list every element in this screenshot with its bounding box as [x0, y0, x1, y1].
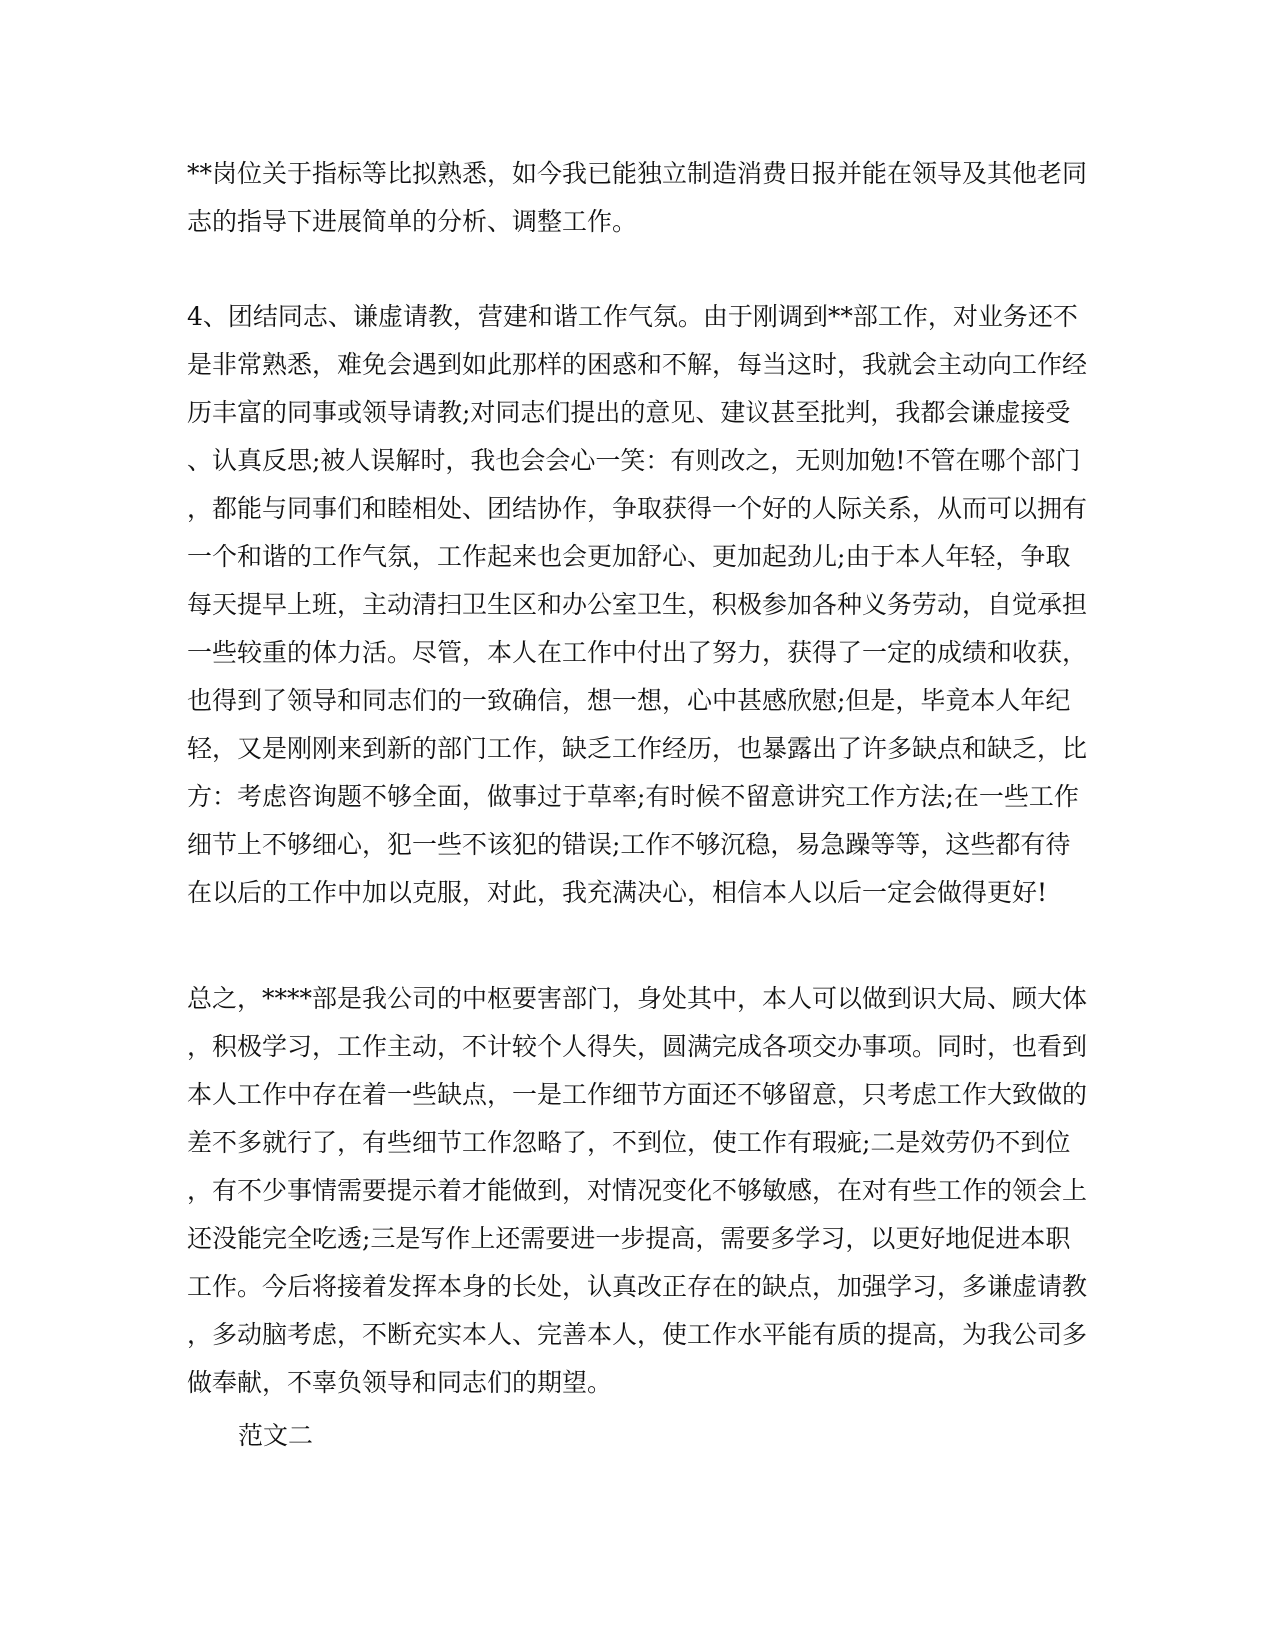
- text-line: 一些较重的体力活。尽管，本人在工作中付出了努力，获得了一定的成绩和收获，: [187, 638, 1087, 667]
- text-line: ，有不少事情需要提示着才能做到，对情况变化不够敏感，在对有些工作的领会上: [187, 1176, 1087, 1205]
- paragraph-summary: [187, 975, 1087, 1407]
- text-line: 4、团结同志、谦虚请教，营建和谐工作气氛。由于刚调到**部工作，对业务还不: [187, 302, 1078, 331]
- text-line: 工作。今后将接着发挥本身的长处，认真改正存在的缺点，加强学习，多谦虚请教: [187, 1272, 1087, 1301]
- text-line: ，都能与同事们和睦相处、团结协作，争取获得一个好的人际关系，从而可以拥有: [187, 494, 1087, 523]
- text-line: 每天提早上班，主动清扫卫生区和办公室卫生，积极参加各种义务劳动，自觉承担: [187, 590, 1087, 619]
- text-line: 做奉献，不辜负领导和同志们的期望。: [187, 1368, 613, 1397]
- text-line: 一个和谐的工作气氛，工作起来也会更加舒心、更加起劲儿;由于本人年轻，争取: [187, 542, 1071, 571]
- text-line: 差不多就行了，有些细节工作忽略了，不到位，使工作有瑕疵;二是效劳仍不到位: [187, 1128, 1071, 1157]
- text-line: 在以后的工作中加以克服，对此，我充满决心，相信本人以后一定会做得更好!: [187, 878, 1048, 907]
- text-line: 方：考虑咨询题不够全面，做事过于草率;有时候不留意讲究工作方法;在一些工作: [187, 782, 1079, 811]
- text-line: 、认真反思;被人误解时，我也会会心一笑：有则改之，无则加勉!不管在哪个部门: [187, 446, 1081, 475]
- text-line: **岗位关于指标等比拟熟悉，如今我已能独立制造消费日报并能在领导及其他老同: [187, 159, 1087, 188]
- text-line: 细节上不够细心，犯一些不该犯的错误;工作不够沉稳，易急躁等等，这些都有待: [187, 830, 1071, 859]
- text-line: 本人工作中存在着一些缺点，一是工作细节方面还不够留意，只考虑工作大致做的: [187, 1080, 1087, 1109]
- text-line: ，多动脑考虑，不断充实本人、完善本人，使工作水平能有质的提高，为我公司多: [187, 1320, 1087, 1349]
- text-line: ，积极学习，工作主动，不计较个人得失，圆满完成各项交办事项。同时，也看到: [187, 1032, 1087, 1061]
- text-line: 历丰富的同事或领导请教;对同志们提出的意见、建议甚至批判，我都会谦虚接受: [187, 398, 1071, 427]
- text-line: 还没能完全吃透;三是写作上还需要进一步提高，需要多学习，以更好地促进本职: [187, 1224, 1071, 1253]
- text-line: 志的指导下进展简单的分析、调整工作。: [187, 207, 638, 236]
- text-line: 是非常熟悉，难免会遇到如此那样的困惑和不解，每当这时，我就会主动向工作经: [187, 350, 1087, 379]
- text-line: 总之，****部是我公司的中枢要害部门，身处其中，本人可以做到识大局、顾大体: [187, 984, 1087, 1013]
- text-line: 也得到了领导和同志们的一致确信，想一想，心中甚感欣慰;但是，毕竟本人年纪: [187, 686, 1071, 715]
- text-line: 轻，又是刚刚来到新的部门工作，缺乏工作经历，也暴露出了许多缺点和缺乏，比: [187, 734, 1087, 763]
- paragraph-work-familiarity: [187, 150, 1087, 246]
- paragraph-unity-colleagues: [187, 293, 1087, 917]
- section-heading: 范文二: [238, 1421, 314, 1450]
